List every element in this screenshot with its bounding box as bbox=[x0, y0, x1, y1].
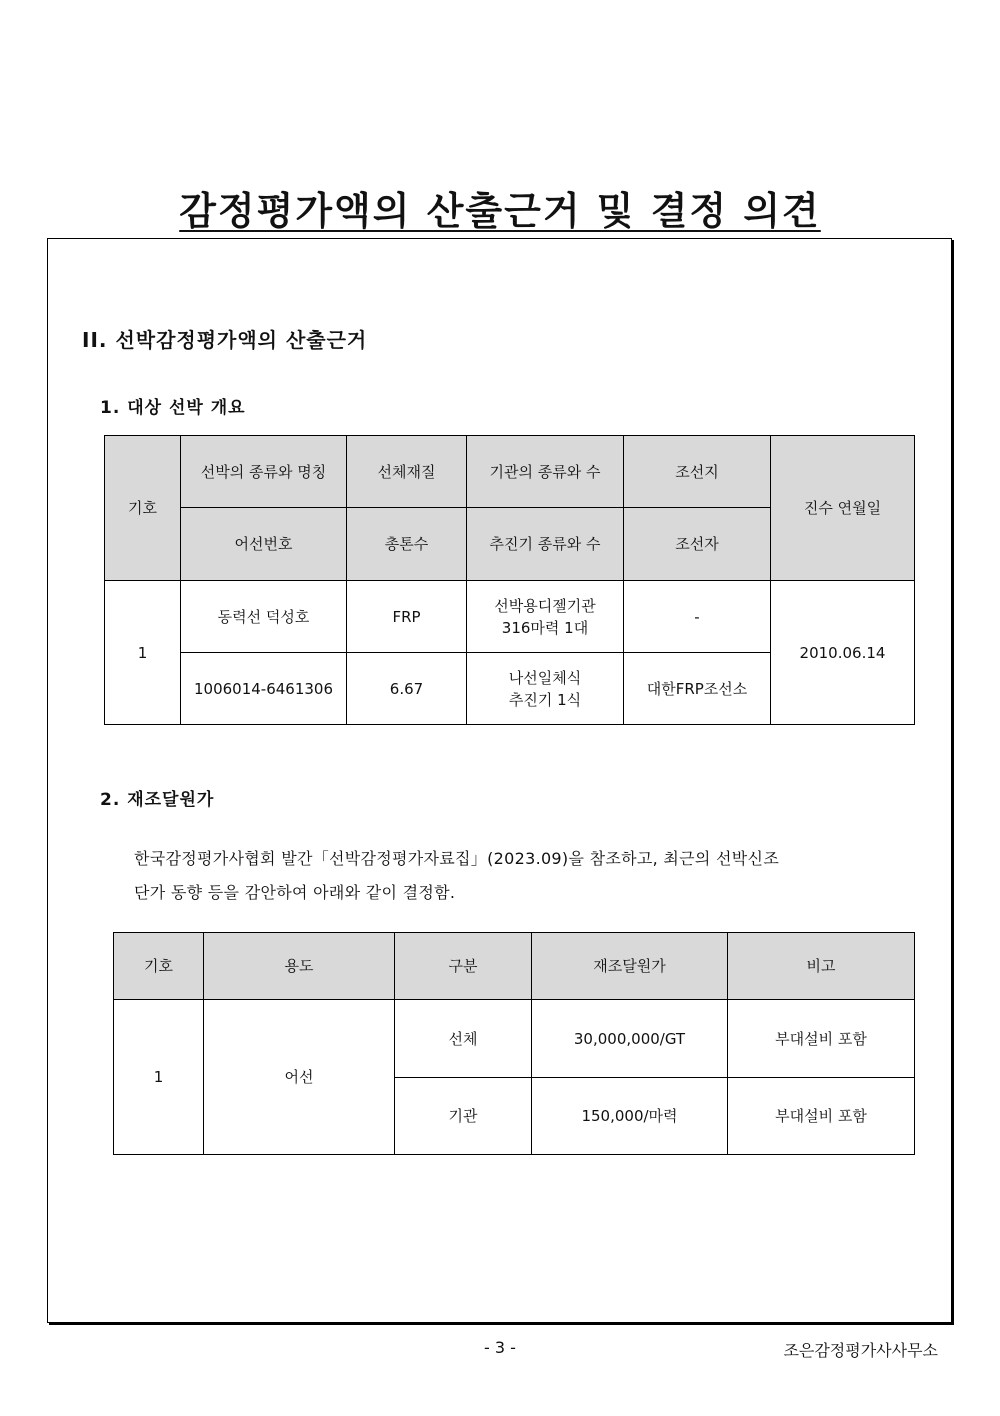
cell-remark: 부대설비 포함 bbox=[728, 1000, 915, 1078]
header-engine: 기관의 종류와 수 bbox=[467, 436, 624, 508]
cell-builder: 대한FRP조선소 bbox=[624, 653, 771, 725]
header-fishing-no: 어선번호 bbox=[181, 508, 347, 581]
page-title: 감정평가액의 산출근거 및 결정 의견 bbox=[179, 189, 821, 233]
cell-usage: 어선 bbox=[204, 1000, 395, 1155]
cell-propeller-line1: 나선일체식 bbox=[508, 668, 582, 687]
page-number: - 3 - bbox=[484, 1338, 516, 1357]
overview-heading: 1. 대상 선박 개요 bbox=[100, 398, 246, 418]
header-propeller: 추진기 종류와 수 bbox=[467, 508, 624, 581]
cell-build-place: - bbox=[624, 581, 771, 653]
section-heading: II. 선박감정평가액의 산출근거 bbox=[82, 328, 368, 352]
cell-fishing-no: 1006014-6461306 bbox=[181, 653, 347, 725]
header-type-name: 선박의 종류와 명칭 bbox=[181, 436, 347, 508]
cell-hull-material: FRP bbox=[347, 581, 467, 653]
cell-launch-date: 2010.06.14 bbox=[771, 581, 915, 725]
cell-gross-tonnage: 6.67 bbox=[347, 653, 467, 725]
header-cost: 재조달원가 bbox=[532, 933, 728, 1000]
header-build-place: 조선지 bbox=[624, 436, 771, 508]
office-name: 조은감정평가사사무소 bbox=[783, 1341, 938, 1360]
reproduction-heading: 2. 재조달원가 bbox=[100, 790, 215, 810]
header-division: 구분 bbox=[395, 933, 532, 1000]
header-launch-date: 진수 연월일 bbox=[771, 436, 915, 581]
cell-division: 선체 bbox=[395, 1000, 532, 1078]
cell-propeller bbox=[467, 653, 624, 725]
header-code: 기호 bbox=[105, 436, 181, 581]
header-hull-material: 선체재질 bbox=[347, 436, 467, 508]
cell-cost: 30,000,000/GT bbox=[532, 1000, 728, 1078]
header-gross-tonnage: 총톤수 bbox=[347, 508, 467, 581]
header-builder: 조선자 bbox=[624, 508, 771, 581]
cell-code: 1 bbox=[114, 1000, 204, 1155]
header-code: 기호 bbox=[114, 933, 204, 1000]
paragraph-line-1: 한국감정평가사협회 발간「선박감정평가자료집」(2023.09)을 참조하고, 최근의 선박신조 bbox=[134, 849, 780, 868]
cell-engine bbox=[467, 581, 624, 653]
paragraph-line-2: 단가 동향 등을 감안하여 아래와 같이 결정함. bbox=[134, 883, 456, 902]
header-remark: 비고 bbox=[728, 933, 915, 1000]
reproduction-paragraph bbox=[134, 842, 899, 910]
cell-propeller-line2: 추진기 1식 bbox=[508, 690, 582, 709]
cell-type-name: 동력선 덕성호 bbox=[181, 581, 347, 653]
header-usage: 용도 bbox=[204, 933, 395, 1000]
cell-remark: 부대설비 포함 bbox=[728, 1078, 915, 1155]
cell-engine-line1: 선박용디젤기관 bbox=[494, 596, 596, 615]
cell-engine-line2: 316마력 1대 bbox=[501, 618, 589, 637]
cell-division: 기관 bbox=[395, 1078, 532, 1155]
cell-code: 1 bbox=[105, 581, 181, 725]
cell-cost: 150,000/마력 bbox=[532, 1078, 728, 1155]
vessel-overview-table bbox=[104, 435, 915, 725]
reproduction-cost-table bbox=[113, 932, 915, 1155]
